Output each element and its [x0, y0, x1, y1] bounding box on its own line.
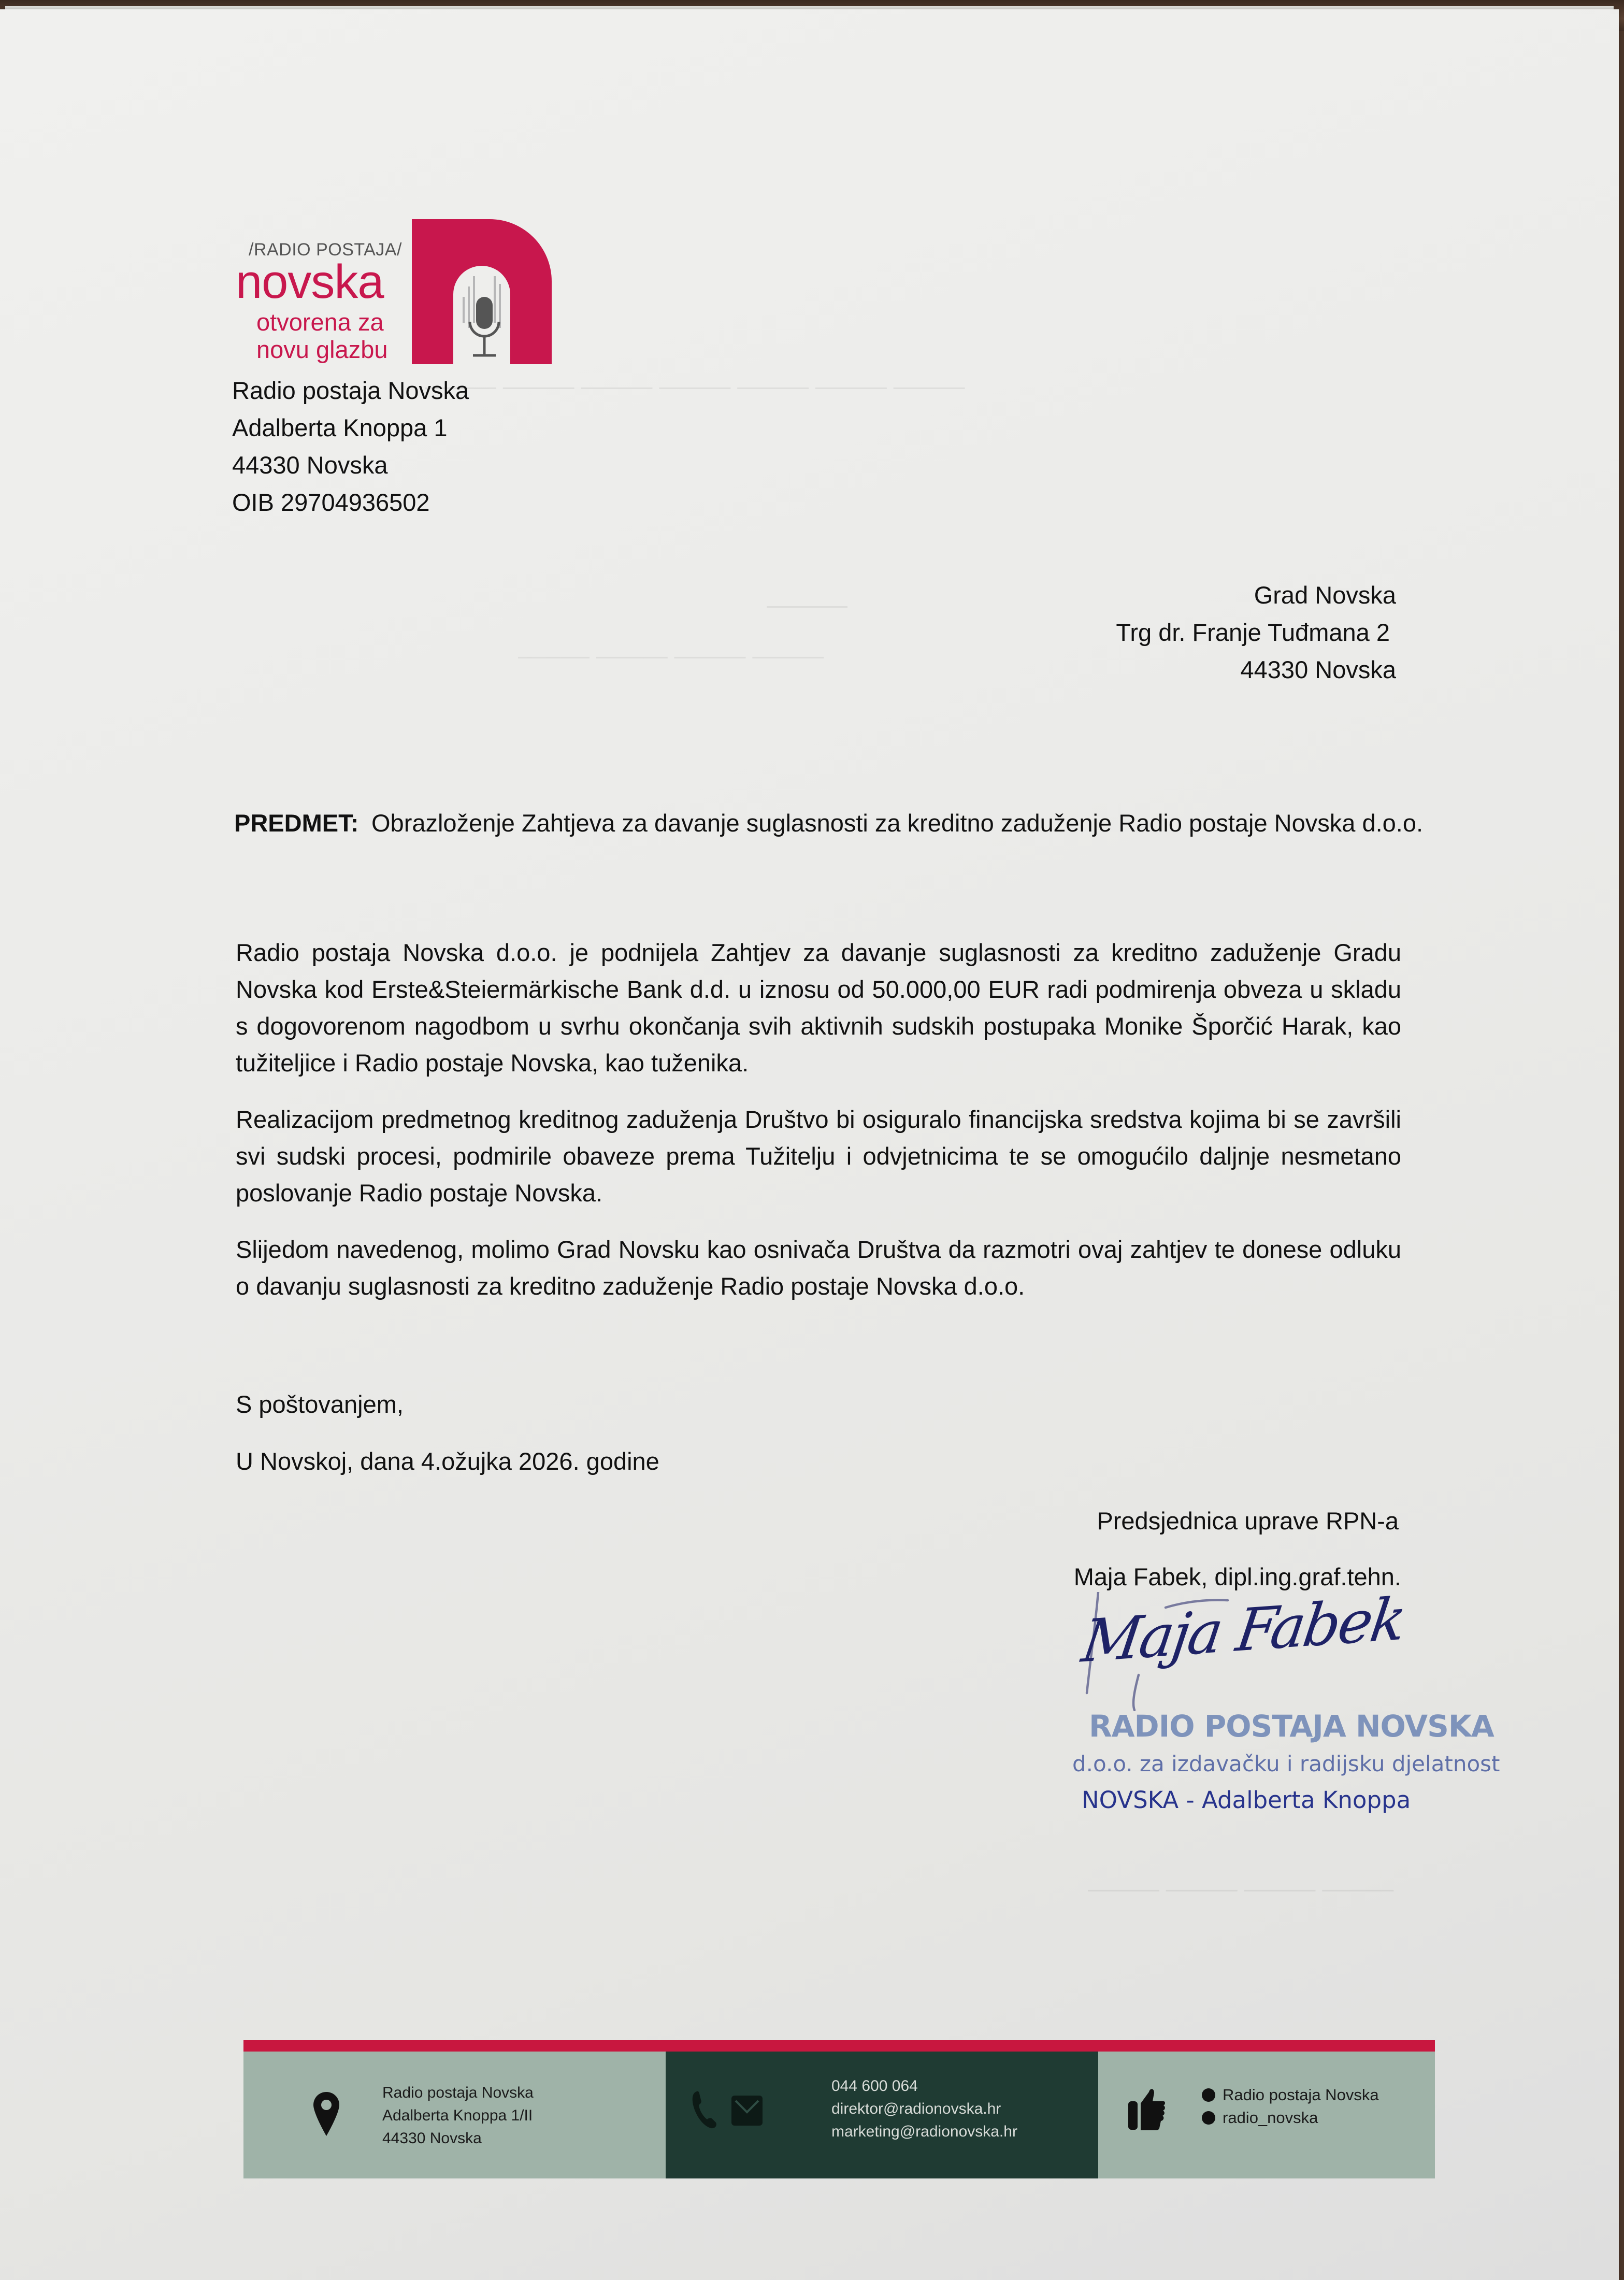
stamp-line-3: NOVSKA - Adalberta Knoppa	[1082, 1786, 1411, 1814]
closing-greeting: S poštovanjem,	[236, 1390, 404, 1418]
recipient-street: Trg dr. Franje Tuđmana 2	[1116, 619, 1390, 646]
place-date: U Novskoj, dana 4.ožujka 2026. godine	[236, 1447, 659, 1475]
footer-email-marketing[interactable]: marketing@radionovska.hr	[831, 2123, 1017, 2140]
footer-address-text	[382, 2082, 534, 2150]
signature-text: Maja Fabek	[1077, 1585, 1409, 1676]
facebook-icon	[1202, 2088, 1215, 2102]
facebook-link[interactable]	[1202, 2084, 1379, 2106]
stamp-line-1: RADIO POSTAJA NOVSKA	[1089, 1709, 1494, 1744]
footer-address-line: Radio postaja Novska	[382, 2084, 534, 2101]
signatory-name: Maja Fabek, dipl.ing.graf.tehn.	[1073, 1563, 1401, 1590]
subject-label: PREDMET:	[234, 809, 359, 837]
letter-body	[236, 934, 1401, 1324]
letter-page	[0, 9, 1619, 2280]
facebook-handle: Radio postaja Novska	[1223, 2086, 1379, 2104]
footer-contact-text	[831, 2075, 1017, 2143]
sender-street: Adalberta Knoppa 1	[232, 414, 448, 441]
signatory-title: Predsjednica uprave RPN-a	[1097, 1507, 1399, 1535]
recipient-address	[1116, 577, 1396, 689]
sender-oib: OIB 29704936502	[232, 489, 430, 516]
footer-address-block	[243, 2052, 666, 2178]
subject-text: Obrazloženje Zahtjeva za davanje suglasnosti za kreditno zaduženje Radio postaje Novska d.o.o.	[371, 809, 1424, 837]
handwritten-signature	[1077, 1585, 1409, 1711]
footer-contact-block	[666, 2052, 1098, 2178]
thumbs-up-icon	[1128, 2087, 1166, 2131]
logo-n-microphone-icon	[412, 219, 552, 364]
recipient-city: 44330 Novska	[1240, 656, 1396, 683]
logo-tagline-1: otvorena za	[256, 308, 384, 336]
show-through-text: ——— ——— ——— ——— ——— ——— ———	[425, 372, 965, 399]
footer-address-line: 44330 Novska	[382, 2130, 482, 2147]
footer-social-block	[1098, 2052, 1435, 2178]
show-through-text: ——— ——— ——— ———	[1088, 1875, 1394, 1902]
footer-address-line: Adalberta Knoppa 1/II	[382, 2107, 533, 2124]
sender-address	[232, 372, 469, 521]
footer-accent-bar	[243, 2040, 1435, 2052]
show-through-text: ——— ——— ——— ———	[518, 642, 824, 669]
logo-prefix: /RADIO POSTAJA/	[249, 240, 402, 260]
recipient-name: Grad Novska	[1254, 581, 1396, 609]
body-paragraph: Slijedom navedenog, molimo Grad Novsku kao osnivača Društva da razmotri ovaj zahtjev te donese odluku o davanju suglasnosti za kreditno zaduženje Radio postaje Novska d.o.o.	[236, 1236, 1401, 1300]
radio-novska-logo	[236, 219, 557, 367]
body-paragraph: Radio postaja Novska d.o.o. je podnijela Zahtjev za davanje suglasnosti za kreditno zaduženje Gradu Novska kod Erste&Steiermärkische Bank d.d. u iznosu od 50.000,00 EUR radi podmirenja obveza u skladu s dogovorenom nagodbom u svrhu okončanja svih aktivnih sudskih postupaka Monike Šporčić Harak, kao tužiteljice i Radio postaje Novska, kao tuženika.	[236, 939, 1401, 1077]
footer-email-director[interactable]: direktor@radionovska.hr	[831, 2100, 1001, 2117]
body-paragraph: Realizacijom predmetnog kreditnog zaduženja Društvo bi osiguralo financijska sredstva kojima bi se završili svi sudski procesi, podmirile obaveze prema Tužitelju i odvjetnicima te se omogućilo daljnje nesmetano poslovanje Radio postaje Novska.	[236, 1106, 1401, 1207]
footer-social-list	[1202, 2084, 1379, 2129]
letterhead-footer	[243, 2040, 1435, 2180]
logo-wordmark: novska	[236, 255, 384, 308]
sender-city: 44330 Novska	[232, 451, 388, 479]
show-through-text: ———	[767, 590, 847, 620]
map-pin-icon	[313, 2092, 339, 2139]
mail-icon	[731, 2096, 763, 2126]
phone-icon	[692, 2090, 717, 2129]
instagram-icon	[1202, 2111, 1215, 2125]
sender-name: Radio postaja Novska	[232, 377, 469, 404]
footer-phone[interactable]: 044 600 064	[831, 2077, 918, 2095]
instagram-link[interactable]	[1202, 2106, 1379, 2129]
stamp-line-2: d.o.o. za izdavačku i radijsku djelatnost	[1072, 1751, 1500, 1776]
logo-tagline-2: novu glazbu	[256, 336, 388, 363]
instagram-handle: radio_novska	[1223, 2109, 1318, 2127]
